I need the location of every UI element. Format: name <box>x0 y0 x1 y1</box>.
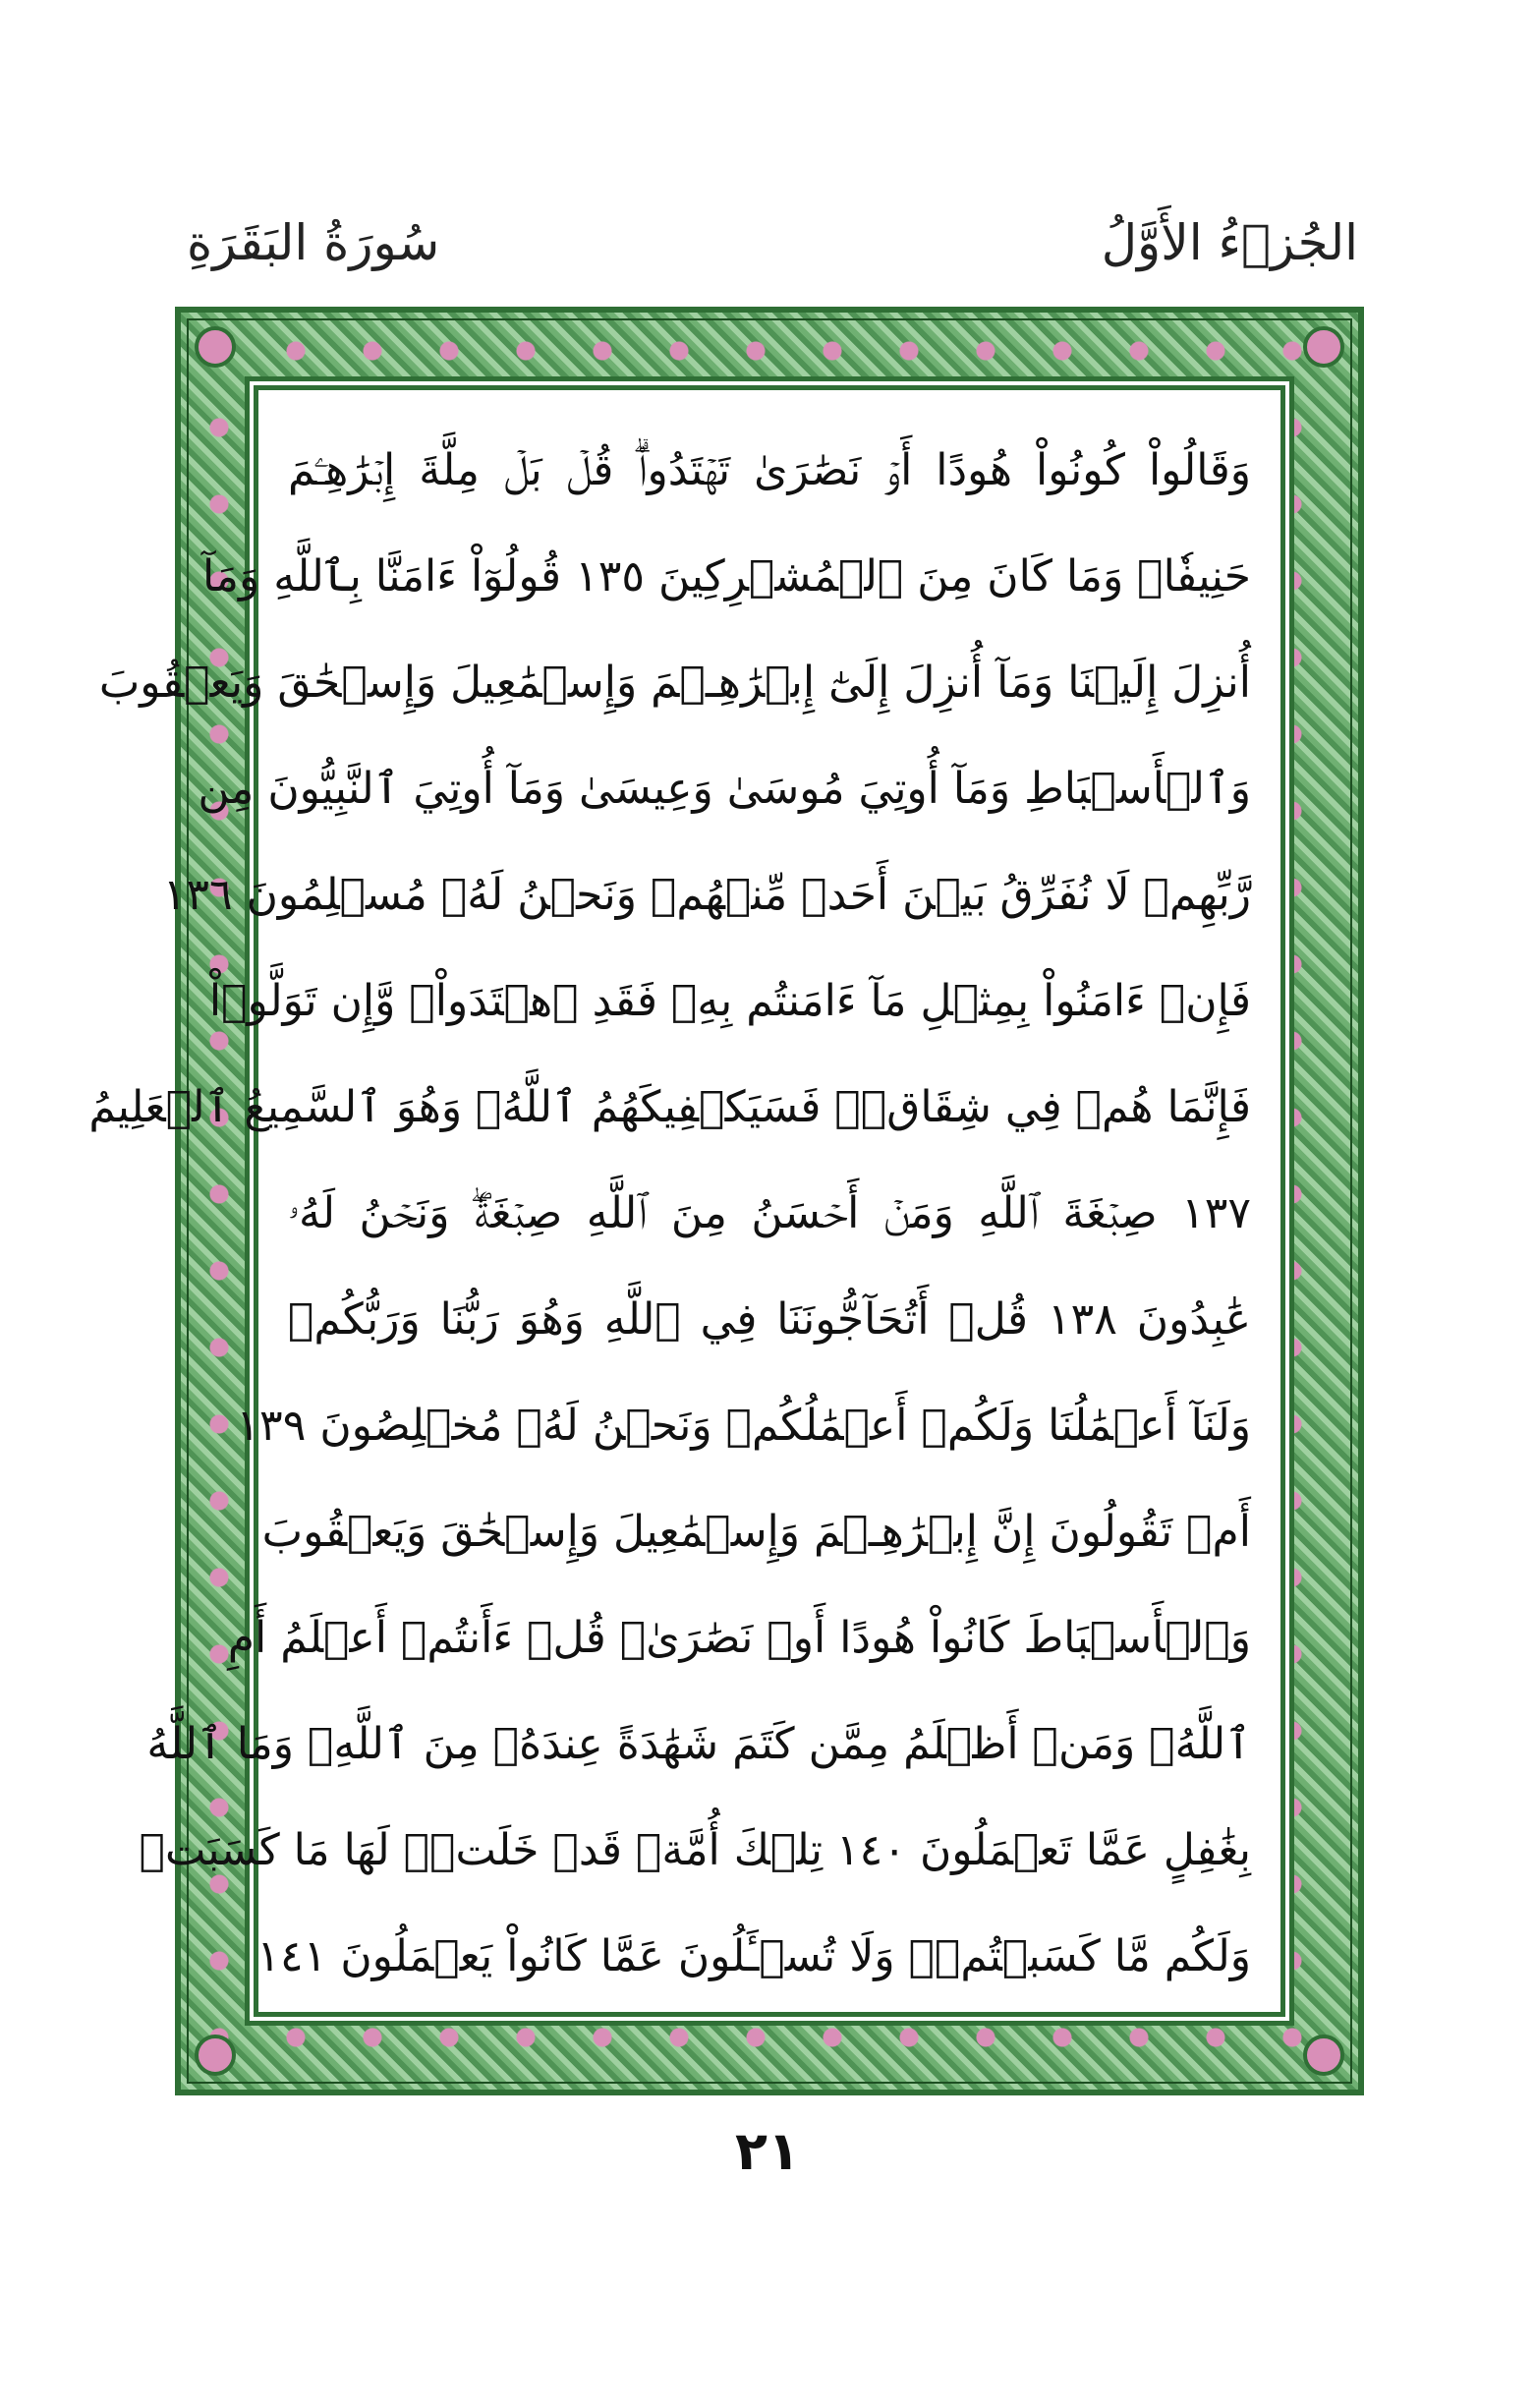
corner-ornament-icon <box>195 326 236 368</box>
verse-line: ٱللَّهُۗ وَمَنۡ أَظۡلَمُ مِمَّن كَتَمَ شَهَٰدَةً عِندَهُۥ مِنَ ٱللَّهِۗ وَمَا ٱللَّهُ <box>146 1719 1251 1769</box>
surah-name: سُورَةُ البَقَرَةِ <box>187 214 440 271</box>
verse-line: وَٱلۡأَسۡبَاطَ كَانُواْ هُودًا أَوۡ نَصَٰرَىٰۗ قُلۡ ءَأَنتُمۡ أَعۡلَمُ أَمِ <box>227 1613 1251 1663</box>
corner-ornament-icon <box>1303 2035 1344 2076</box>
verse-line: رَّبِّهِمۡ لَا نُفَرِّقُ بَيۡنَ أَحَدٖ مِّنۡهُمۡ وَنَحۡنُ لَهُۥ مُسۡلِمُونَ ١٣٦ <box>162 870 1251 920</box>
verse-line: أُنزِلَ إِلَيۡنَا وَمَآ أُنزِلَ إِلَىٰٓ إِبۡرَٰهِـۧمَ وَإِسۡمَٰعِيلَ وَإِسۡحَٰقَ وَيَعۡقُوبَ <box>98 658 1251 708</box>
page-number: ٢١ <box>735 2120 800 2182</box>
corner-ornament-icon <box>1303 326 1344 368</box>
verse-lines <box>88 418 1251 1984</box>
verse-line: عَٰبِدُونَ ١٣٨ قُلۡ أَتُحَآجُّونَنَا فِي ٱللَّهِ وَهُوَ رَبُّنَا وَرَبُّكُمۡ <box>288 1294 1251 1345</box>
verse-line: حَنِيفٗاۖ وَمَا كَانَ مِنَ ٱلۡمُشۡرِكِينَ ١٣٥ قُولُوٓاْ ءَامَنَّا بِٱللَّهِ وَمَآ <box>202 551 1251 602</box>
text-area <box>88 385 1285 2017</box>
verse-line: وَٱلۡأَسۡبَاطِ وَمَآ أُوتِيَ مُوسَىٰ وَعِيسَىٰ وَمَآ أُوتِيَ ٱلنَّبِيُّونَ مِن <box>198 764 1251 814</box>
verse-line: ١٣٧ صِبۡغَةَ ٱللَّهِ وَمَنۡ أَحۡسَنُ مِنَ ٱللَّهِ صِبۡغَةٗۖ وَنَحۡنُ لَهُۥ <box>288 1188 1251 1238</box>
verse-line: أَمۡ تَقُولُونَ إِنَّ إِبۡرَٰهِـۧمَ وَإِسۡمَٰعِيلَ وَإِسۡحَٰقَ وَيَعۡقُوبَ <box>261 1507 1251 1557</box>
verse-line: وَلَكُم مَّا كَسَبۡتُمۡۖ وَلَا تُسۡـَٔلُونَ عَمَّا كَانُواْ يَعۡمَلُونَ ١٤١ <box>256 1931 1251 1981</box>
corner-ornament-icon <box>195 2035 236 2076</box>
verse-line: فَإِنۡ ءَامَنُواْ بِمِثۡلِ مَآ ءَامَنتُم بِهِۦ فَقَدِ ٱهۡتَدَواْۖ وَّإِن تَوَلَّوۡاْ <box>208 976 1251 1026</box>
verse-line: وَقَالُواْ كُونُواْ هُودًا أَوۡ نَصَٰرَىٰ تَهۡتَدُواْۗ قُلۡ بَلۡ مِلَّةَ إِبۡرَٰهِـۧمَ <box>288 445 1251 495</box>
juz-name: الجُزۡءُ الأَوَّلُ <box>1101 214 1358 271</box>
ornamental-frame <box>88 307 1364 2095</box>
verse-line: فَإِنَّمَا هُمۡ فِي شِقَاقٖۖ فَسَيَكۡفِيكَهُمُ ٱللَّهُۚ وَهُوَ ٱلسَّمِيعُ ٱلۡعَلِيمُ <box>88 1082 1251 1132</box>
verse-line: وَلَنَآ أَعۡمَٰلُنَا وَلَكُمۡ أَعۡمَٰلُكُمۡ وَنَحۡنُ لَهُۥ مُخۡلِصُونَ ١٣٩ <box>236 1401 1251 1451</box>
verse-line: بِغَٰفِلٍ عَمَّا تَعۡمَلُونَ ١٤٠ تِلۡكَ أُمَّةٞ قَدۡ خَلَتۡۖ لَهَا مَا كَسَبَتۡ <box>139 1825 1251 1875</box>
